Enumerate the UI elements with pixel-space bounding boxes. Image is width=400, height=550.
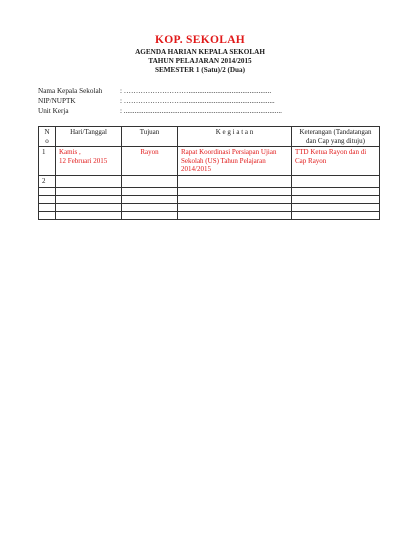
info-row-nip [38,97,275,106]
cell-notes [292,203,380,211]
cell-no [39,211,56,219]
cell-activity [178,211,292,219]
cell-date [56,187,122,195]
header-activity: K e g i a t a n [178,127,292,147]
cell-no: 1 [39,147,56,176]
info-value: : ……………………….............................................. [120,87,272,95]
cell-activity [178,187,292,195]
cell-destination [122,187,178,195]
info-label: NIP/NUPTK [38,97,76,105]
semester: SEMESTER 1 (Satu)/2 (Dua) [154,66,246,74]
agenda-table [38,126,380,220]
agenda-table-body [39,147,380,219]
table-row [39,175,380,187]
cell-destination [122,175,178,187]
cell-date [56,203,122,211]
cell-notes: TTD Ketua Rayon dan di Cap Rayon [292,147,380,176]
cell-activity [178,203,292,211]
table-row [39,211,380,219]
cell-date [56,211,122,219]
cell-destination [122,195,178,203]
info-label: Unit Kerja [38,107,69,115]
cell-no [39,203,56,211]
table-row [39,187,380,195]
cell-notes [292,195,380,203]
cell-date [56,175,122,187]
school-letterhead: KOP. SEKOLAH [154,34,246,46]
table-row [39,203,380,211]
header-date: Hari/Tanggal [56,127,122,147]
cell-no [39,195,56,203]
cell-notes [292,211,380,219]
cell-activity [178,195,292,203]
info-value: : ........................................................................................ [120,107,282,115]
info-value: : …………………….................................................... [120,97,275,105]
table-row [39,195,380,203]
cell-destination [122,203,178,211]
cell-notes [292,187,380,195]
info-row-principal-name [38,87,271,96]
info-label: Nama Kepala Sekolah [38,87,103,95]
cell-date [56,195,122,203]
header-destination: Tujuan [122,127,178,147]
cell-destination: Rayon [122,147,178,176]
header-no: N o [39,127,56,147]
table-header-row [39,127,380,147]
cell-date: Kamis , 12 Februari 2015 [56,147,122,176]
cell-activity: Rapat Koordinasi Persiapan Ujian Sekolah (US) Tahun Pelajaran 2014/2015 [178,147,292,176]
document-title: AGENDA HARIAN KEPALA SEKOLAH [135,48,265,56]
table-row [39,147,380,176]
cell-activity [178,175,292,187]
academic-year: TAHUN PELAJARAN 2014/2015 [148,57,252,65]
cell-notes [292,175,380,187]
cell-no: 2 [39,175,56,187]
info-row-work-unit [38,107,282,116]
header-notes: Keterangan (Tandatangan dan Cap yang dituju) [292,127,380,147]
cell-no [39,187,56,195]
cell-destination [122,211,178,219]
